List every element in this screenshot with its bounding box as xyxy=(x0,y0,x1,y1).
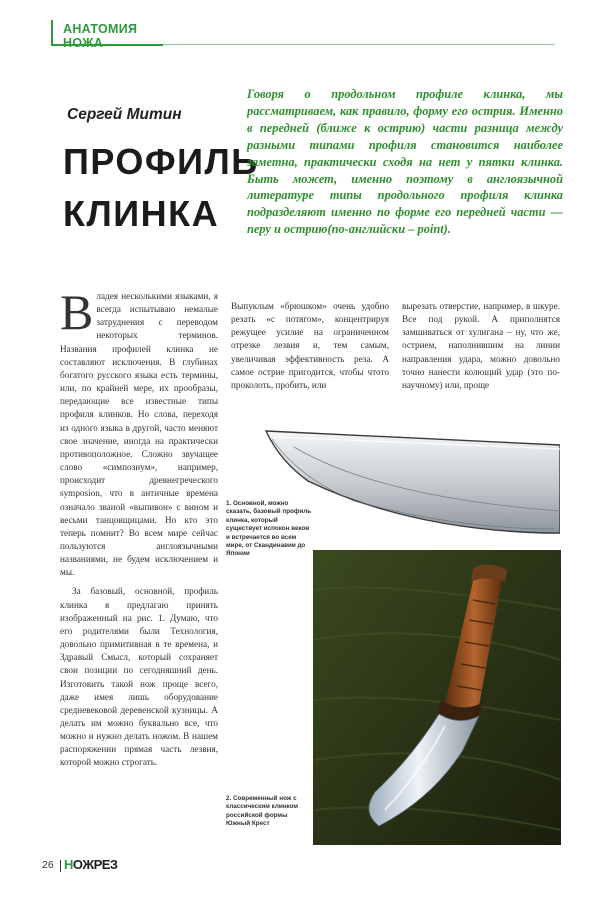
title-line-1: ПРОФИЛЬ xyxy=(63,141,259,182)
body-column-2 xyxy=(231,300,389,392)
title-line-2: КЛИНКА xyxy=(63,193,220,234)
column-3-text: вырезать отверстие, например, в шкуре. Все под рукой. А приполнятся замшиваться от хулигана – ну, что же, острием, наполнившим на линии направления удара, можно довольно точно нанести колющий удар (это по-научному) или, проще xyxy=(402,301,560,390)
paragraph-1 xyxy=(60,284,218,579)
section-title: АНАТОМИЯ НОЖА xyxy=(63,22,138,50)
magazine-logo xyxy=(64,857,118,872)
body-column-3 xyxy=(402,300,560,392)
column-2-text: Выпуклым «брюшком» очень удобно резать «с потягом», концентрируя режущее усилие на ограниченном отрезке лезвия и, тем самым, увеличивая эффективность реза. А самое острие пригодится, чтобы чтото проколоть, пробить, или xyxy=(231,301,389,390)
paragraph-2: За базовый, основной, профиль клинка я предлагаю принять изображенный на рис. 1. Думаю, что его родителями были Технология, довольно примитивная в те времена, и Здравый Смысл, который сохраняет свои позиции по сегодняшний день. Изготовить такой нож проще всего, даже имея лишь оборудование средневековой деревенской кузницы. А делать им можно буквально все, что можно и нужно делать ножом. В нашем распоряжении прямая часть лезвия, которой можно строгать. xyxy=(60,586,218,768)
drop-cap: В xyxy=(60,284,94,340)
figure-1-caption xyxy=(226,500,314,559)
author-name: Сергей Митин xyxy=(67,106,182,123)
article-title xyxy=(63,136,259,240)
paragraph-1-text: ладея несколькими языками, я всегда испытываю немалые затруднения с переводом некоторых терминов. Названия профилей клинка не составляют исключения. В глубинах богатого русского языка есть термины, или, по крайней мере, их прообразы, передающие все известные типы профиля клинков. Но слова, переходя из одного языка в другой, часто меняют свое значение, иногда на практически противоположное. Сложно звучащее слово «симпозиум», например, происходит древнегреческого symposion, что в античные времена означало званой «выпивон» с вином и весьми танцовщицами. Но кто это теперь помнит? Во всем мире сейчас пользуются англоязычными названиями, не будем исключением и мы. xyxy=(60,291,218,578)
footer-divider xyxy=(60,860,61,872)
logo-prefix: Н xyxy=(64,857,73,872)
header-rule xyxy=(163,44,555,45)
logo-suffix: ОЖ xyxy=(72,857,94,872)
figure-2-caption-text: 2. Современный нож с классическим клинком российской формы Южный Крест xyxy=(226,795,299,828)
logo-tail: РЕЗ xyxy=(93,857,118,872)
body-column-1 xyxy=(60,284,218,770)
figure-2-caption xyxy=(226,795,308,829)
figure-1-caption-text: 1. Основной, можно сказать, базовый профиль клинка, который существует испокон веков и встречается во всем мире, от Скандинавии до Японии xyxy=(226,500,312,558)
lead-paragraph: Говоря о продольном профиле клинка, мы рассматриваем, как правило, форму его острия. Именно в передней (ближе к острию) части разница между разными типами профиля становится наиболее заметна, практически сходя на нет у пятки клинка. Быть может, именно поэтому в англоязычной литературе типы продольного профиля клинка подразделяют именно по форме его передней части — перу и острию(по-английски – point). xyxy=(247,87,563,237)
page-number: 26 xyxy=(42,859,54,871)
knife-photo xyxy=(313,550,561,845)
section-tab xyxy=(51,20,163,50)
